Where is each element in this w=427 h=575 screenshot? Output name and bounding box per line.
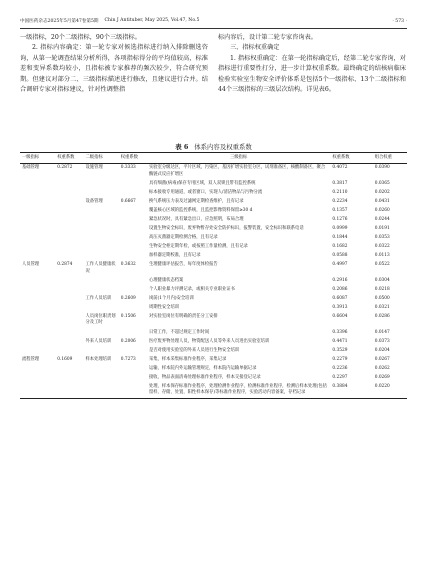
table-cell-cw: 0.0202	[374, 189, 390, 195]
table-cell-w3: 0.1357	[332, 208, 348, 213]
table-cell-w2: 0.3333	[120, 165, 136, 171]
table-cell-w1	[55, 364, 83, 373]
table-cell-l3: 具有细菌(病毒)保存专用区域，双人双锁且带有监控系统	[148, 180, 256, 186]
table-row	[20, 346, 407, 355]
table-cell-l1	[20, 364, 55, 373]
table-cell-l2	[83, 216, 118, 225]
paragraph: 1. 指标权重确定：在第一轮指标确定后，经第二轮专家咨询，对指标进行重要性打分，进一步计算权重系数。最终确定的结核病临床检验实验室生物安全评价体系是包括5个一级指标、13个二级指标和44个三级指标的三级层次结构。详见表6。	[218, 54, 406, 94]
table-cell-l3: 日常工作，不超过规定工作时间	[148, 329, 210, 335]
table-cell-l1: 人员管理	[22, 262, 40, 268]
table-cell-cw: 0.0353	[374, 235, 390, 241]
table-cell-cw: 0.0365	[374, 180, 390, 186]
table-cell-w2	[119, 234, 147, 243]
table-cell-w1	[55, 313, 83, 328]
table-cell-w1	[55, 243, 83, 252]
table-cell-l3: 采集，样本采集标准作业程序，采集记录	[148, 356, 227, 362]
col-header: 三级指标	[147, 153, 330, 164]
table-cell-l2	[83, 276, 118, 285]
table-cell-l3: 紧急状况时，具有紧急出口，应急照明，布局合理	[148, 217, 244, 223]
table-cell-l2	[83, 252, 118, 261]
table-cell-w3: 0.3529	[332, 347, 348, 353]
table-label: 表 6	[175, 143, 189, 151]
table-row	[20, 383, 407, 399]
table-row	[20, 304, 407, 313]
table-cell-w1	[55, 207, 83, 216]
table-cell-cw: 0.0204	[374, 347, 390, 353]
table-cell-w1	[55, 198, 83, 207]
table-cell-w1	[55, 286, 83, 295]
table-cell-w2	[119, 383, 147, 399]
table-cell-cw: 0.0113	[374, 253, 390, 259]
table-cell-w2	[119, 374, 147, 383]
table-cell-l2	[83, 243, 118, 252]
table-cell-l1	[20, 374, 55, 383]
table-row	[20, 243, 407, 252]
table-cell-l1	[20, 216, 55, 225]
table-cell-l2	[83, 374, 118, 383]
table-cell-w2: 0.2609	[120, 296, 136, 301]
table-cell-l2: 样本处理培训	[85, 356, 112, 362]
table-cell-w3: 0.1276	[332, 217, 348, 223]
table-cell-l1	[20, 188, 55, 197]
header-rule	[20, 28, 407, 29]
col-header: 组合权重	[373, 153, 407, 164]
table-row	[20, 225, 407, 234]
table-cell-cw: 0.0373	[374, 338, 390, 344]
table-cell-cw: 0.0500	[374, 296, 390, 301]
table-cell-l2	[83, 328, 118, 337]
table-cell-l2: 工作人员健康状况	[85, 262, 116, 274]
table-cell-w2	[119, 364, 147, 373]
table-cell-w1	[55, 304, 83, 313]
table-cell-w2	[119, 276, 147, 285]
table-cell-w3: 0.2234	[332, 198, 348, 204]
table-cell-cw: 0.0147	[374, 329, 390, 335]
table-cell-w1	[55, 346, 83, 355]
table-caption	[0, 142, 427, 151]
table-cell-l1	[20, 207, 55, 216]
table-cell-l2	[83, 225, 118, 234]
table-cell-cw: 0.0431	[374, 198, 390, 204]
table-cell-l3: 覆盖核心区域的监控系统，且监控影像资料保留≥30 d	[148, 208, 253, 213]
table-row	[20, 234, 407, 243]
table-cell-w2: 0.1506	[120, 314, 136, 320]
table-cell-w3: 0.2086	[332, 286, 348, 292]
col-header: 权重系数	[330, 153, 372, 164]
table-row	[20, 198, 407, 207]
table-cell-w2	[119, 346, 147, 355]
left-column	[20, 33, 208, 95]
table-cell-l1	[20, 234, 55, 243]
table-cell-cw: 0.0218	[374, 286, 390, 292]
table-cell-l2	[83, 207, 118, 216]
table-cell-l1: 基础管理	[22, 165, 40, 171]
table-row	[20, 337, 407, 346]
table-cell-l1	[20, 346, 55, 355]
table-cell-w2: 0.3632	[120, 262, 136, 268]
table-cell-w2	[119, 188, 147, 197]
table-cell-l2	[83, 364, 118, 373]
table-cell-l1	[20, 276, 55, 285]
table-cell-cw: 0.0269	[374, 374, 390, 380]
table-cell-w1	[55, 216, 83, 225]
table-cell-cw: 0.0267	[374, 356, 390, 362]
table-cell-w1	[55, 225, 83, 234]
table-cell-w1	[55, 179, 83, 188]
table-cell-w1	[55, 374, 83, 383]
table-cell-w3: 0.3817	[332, 180, 348, 186]
paragraph: 2. 指标内容确定：第一轮专家对候选指标进行纳入排除删选咨询，从第一轮调查结果分析所得，各项指标得分的平均值较高，标准差和变异系数均较小，且指标被专家推荐的频次较少，符合研究预期。但建议对部分二、三级指标描述进行修改，且建议进行合并。结合调研专家对指标建议，针对性调整指	[20, 44, 208, 94]
table-cell-l3: 加样器定期校准，且有记录	[148, 253, 201, 259]
table-cell-w2	[119, 179, 147, 188]
table-cell-l3: 设置生物安全标识，废弃物暂存处安全防护标识，报警装置，安全标识和联系电话	[148, 226, 304, 232]
table-cell-w3: 0.3913	[332, 305, 348, 311]
table-cell-cw: 0.0304	[374, 277, 390, 283]
table-cell-w3: 0.2279	[332, 356, 348, 362]
table-header-row	[20, 153, 407, 164]
table-cell-l2: 设施管理	[85, 165, 103, 171]
table-cell-w1	[55, 234, 83, 243]
table-cell-l1	[20, 252, 55, 261]
table-row	[20, 374, 407, 383]
table-cell-cw: 0.0191	[374, 226, 390, 232]
table-cell-w1	[55, 328, 83, 337]
table-cell-l1	[20, 313, 55, 328]
table-row	[20, 179, 407, 188]
table-cell-l3: 高压灭菌器定期检测合格，且有记录	[148, 235, 218, 241]
journal-cn-title: 中国医药杂志2025年5月第47卷第5期	[20, 19, 99, 24]
table-cell-l3: 标本接收专用通道，或者窗口，实现人/清洁物品与污物分流	[148, 189, 263, 195]
table-cell-l2	[83, 188, 118, 197]
table-cell-l3: 医疗废弃物处理人员，物资配送人员等外来人员进出实验室培训	[148, 338, 270, 344]
table-row	[20, 188, 407, 197]
table-cell-l1	[20, 383, 55, 399]
page-number: · 573 ·	[392, 18, 407, 24]
table-cell-w2	[119, 252, 147, 261]
table-row	[20, 295, 407, 304]
table-cell-l3: 心理健康状态档案	[148, 277, 184, 283]
table-row	[20, 216, 407, 225]
right-column	[218, 33, 406, 95]
table-row	[20, 286, 407, 295]
table-cell-w3: 0.6087	[332, 296, 348, 301]
table-cell-w3: 0.3396	[332, 329, 348, 335]
table-cell-l3: 处理，样本保存标准作业程序，处理检测作业程序，检测标准作业程序，检测后样本处理(包括留样，存储，处置，阳性样本保存)等标准作业程序，实验活动内容备案，存档记录	[147, 383, 330, 399]
table-cell-w3: 0.2110	[332, 189, 348, 195]
table-cell-l2	[83, 383, 118, 399]
paragraph: 一级指标，20个二级指标，90个三级指标。	[20, 34, 141, 41]
table-cell-w3: 0.3884	[330, 383, 372, 399]
table-cell-l3: 岗前(1个月内)安全培训	[148, 296, 194, 301]
table-cell-l1	[20, 243, 55, 252]
table-cell-w3: 0.2236	[332, 365, 348, 371]
table-cell-l1	[20, 295, 55, 304]
table-cell-l3: 个人职业暴力评测记录，或相关专业职业证书	[148, 286, 235, 292]
table-cell-w1	[55, 295, 83, 304]
table-cell-l3: 换气系统压力表及过滤网定期检查维护，且有记录	[148, 198, 244, 204]
section-heading: 三、指标权重确定	[230, 44, 280, 52]
table-cell-w3: 0.1682	[332, 244, 348, 250]
table-cell-l2	[83, 234, 118, 243]
table-cell-l1	[20, 337, 55, 346]
table-cell-l2	[83, 179, 118, 188]
table-cell-l2	[83, 304, 118, 313]
table-cell-cw: 0.0286	[374, 314, 390, 320]
table-cell-w2	[119, 286, 147, 295]
table-cell-w3: 0.0588	[332, 253, 348, 259]
table-cell-w2	[119, 304, 147, 313]
table-cell-l1	[20, 225, 55, 234]
table-cell-w3: 0.0999	[332, 226, 348, 232]
table-cell-w1	[55, 383, 83, 399]
table-cell-l2	[83, 346, 118, 355]
table-cell-l1	[20, 198, 55, 207]
table-cell-w2	[119, 207, 147, 216]
table-cell-cw: 0.0220	[373, 383, 407, 399]
table-cell-w3: 0.1844	[332, 235, 348, 241]
paragraph: 标内容后，设计第二轮专家咨询表。	[218, 34, 317, 41]
table-row	[20, 207, 407, 216]
table-cell-w1	[55, 188, 83, 197]
table-cell-cw: 0.0390	[374, 165, 390, 171]
table-cell-l2: 设备管理	[85, 198, 103, 204]
table-cell-w1	[55, 252, 83, 261]
col-header: 二级指标	[83, 153, 118, 164]
table-cell-l3: 生理健康评估报告，每年度体检报告	[148, 262, 218, 268]
table-cell-l2: 工作人员培训	[85, 296, 112, 301]
table-row	[20, 252, 407, 261]
table-cell-l3: 对实验室岗位有明确的责任分工安排	[148, 314, 218, 320]
table-cell-w3: 0.2297	[332, 374, 348, 380]
table-title: 体系内容及权重系数	[194, 143, 252, 151]
table-cell-l3: 周期性安全培训	[148, 305, 180, 311]
table-cell-l1	[20, 179, 55, 188]
table-cell-l1	[20, 304, 55, 313]
table-cell-w3: 0.4072	[332, 165, 348, 171]
table-cell-l1: 流程管理	[22, 356, 40, 362]
table-cell-l3: 运输，样本院内外运输管理规定，样本院内运输单据记录	[148, 365, 257, 371]
table-cell-w3: 0.4471	[332, 338, 348, 344]
table-cell-cw: 0.0322	[374, 244, 390, 250]
table-cell-w1	[55, 337, 83, 346]
table-row	[20, 164, 407, 180]
journal-en-title: Chin J Antituber, May 2025, Vol.47, No.5	[104, 18, 200, 23]
page-header	[20, 16, 407, 26]
col-header: 权重系数	[55, 153, 83, 164]
col-header: 一级指标	[20, 153, 55, 164]
table-row	[20, 276, 407, 285]
table-cell-w2	[119, 225, 147, 234]
weight-table	[20, 152, 407, 399]
table-cell-l1	[20, 328, 55, 337]
table-cell-w2: 0.2006	[120, 338, 136, 344]
table-cell-cw: 0.0244	[374, 217, 390, 223]
table-cell-l3: 是否对使用实验室的外来人员进行生物安全培训	[148, 347, 240, 353]
table-cell-w2	[119, 243, 147, 252]
table-cell-l2	[83, 286, 118, 295]
table-cell-l2: 外来人员培训	[85, 338, 112, 344]
table-cell-w1	[55, 276, 83, 285]
table-cell-w2	[119, 328, 147, 337]
table-cell-l2: 人员岗位职责划分及工时	[85, 314, 116, 326]
table-cell-w1: 0.2872	[57, 165, 73, 171]
table-row	[20, 364, 407, 373]
table-cell-l3: 生物安全柜定期年检，或按照工作量检测，且有记录	[148, 244, 248, 250]
table-row	[20, 261, 407, 276]
table-cell-w2: 0.7273	[120, 356, 136, 362]
table-row	[20, 313, 407, 328]
table-cell-cw: 0.0260	[374, 208, 390, 213]
table-cell-l3: 实验室分级达区，平片区域，污染区，基因扩增实验室分区，试剂准备区，核酸制备区，聚合酶链式反应扩增区	[148, 165, 326, 177]
table-cell-l3: 接收，物品表面清毒处理标准作业程序，样本交接登记记录	[148, 374, 261, 380]
table-cell-cw: 0.0522	[374, 262, 390, 268]
table-row	[20, 355, 407, 364]
table-cell-w2	[119, 216, 147, 225]
table-cell-w3: 0.2916	[332, 277, 348, 283]
table-row	[20, 328, 407, 337]
table-cell-w3: 0.6604	[332, 314, 348, 320]
col-header: 权重系数	[119, 153, 147, 164]
table-cell-w2: 0.6667	[120, 198, 136, 204]
table-cell-l1	[20, 286, 55, 295]
table-cell-cw: 0.0321	[374, 305, 390, 311]
table-cell-w1: 0.1609	[57, 356, 73, 362]
table-cell-w1: 0.2874	[57, 262, 73, 268]
table-cell-w3: 0.4997	[332, 262, 348, 268]
table-cell-cw: 0.0262	[374, 365, 390, 371]
